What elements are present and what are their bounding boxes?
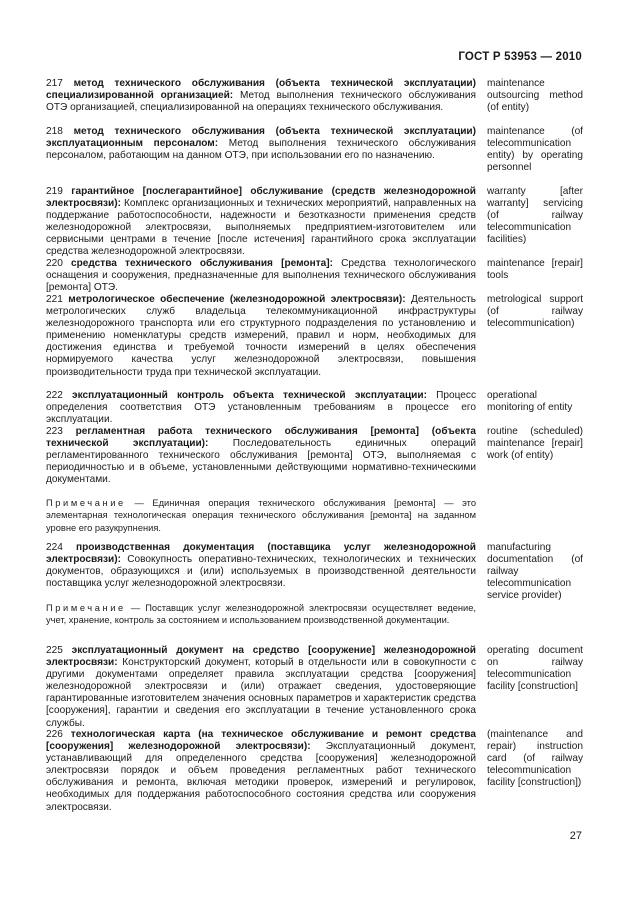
term-title: регламентная работа технического обслуживания [ремонта] (объекта технической эксплуатации): — [46, 426, 477, 450]
term-number: 217 — [46, 78, 63, 89]
term-title: эксплуатационный контроль объекта технической эксплуатации: — [72, 390, 427, 401]
english-equivalent: maintenance outsourcing method (of entity) — [487, 78, 583, 114]
term-text: Совокупность оперативно-технических, технологических и технических документов, образующихся и (или) используемых в производственной деятельности поставщика услуг железнодорожной электросвязи. — [46, 554, 476, 590]
term-title: метод технического обслуживания (объекта технической эксплуатации) эксплуатационным персоналом: — [46, 126, 476, 150]
english-equivalent: operational monitoring of entity — [487, 390, 573, 414]
term-text: Процесс определения соответствия ОТЭ установленным требованиям в процессе его эксплуатации. — [46, 390, 476, 426]
english-equivalent: manufacturing documentation (of railway telecommunication service provider) — [487, 542, 583, 602]
term-text: Эксплуатационный документ, устанавливающий для определенного средства [сооружения] железнодорожной электросвязи порядок и объем проведения регламентных работ технического обслуживания и ремонта, включая методики проверок, измерений и регулировок, необходимых для поддержания работоспособного состояния средства или сооружения электросвязи. — [46, 741, 476, 813]
term-title: технологическая карта (на техническое обслуживание и ремонт средства [сооружения] железнодорожной электросвязи): — [46, 729, 476, 753]
note-223 — [46, 497, 476, 534]
term-title: производственная документация (поставщика услуг железнодорожной электросвязи): — [46, 542, 476, 566]
term-text: Конструкторский документ, который в отдельности или в совокупности с другими документами определяет правила эксплуатации средства [сооружения] железнодорожной электросвязи и (или) отражает сведения, удостоверяющие гарантированные изготовителем значения основных параметров и характеристик средства [сооружения], гарантии и сведения его эксплуатации в течение установленного срока службы. — [46, 657, 476, 729]
note-label: Примечание — [46, 498, 126, 508]
term-definition — [46, 542, 476, 590]
term-text: Последовательность единичных операций регламентированного технического обслуживания [ремонта] ОТЭ, выполняемая с периодичностью и в объеме, установленными действующими нормативно-техническими документами. — [46, 438, 477, 486]
term-number: 223 — [46, 426, 63, 437]
term-number: 222 — [46, 390, 63, 401]
term-title: метод технического обслуживания (объекта технической эксплуатации) специализированной организацией: — [46, 78, 476, 102]
term-title: средства технического обслуживания [ремонта]: — [71, 258, 333, 269]
english-equivalent: maintenance (of telecommunication entity) by operating personnel — [487, 126, 583, 174]
term-title: гарантийное [послегарантийное] обслуживание (средств железнодорожной электросвязи): — [46, 186, 476, 210]
note-text: — Поставщик услуг железнодорожной электросвязи осуществляет ведение, учет, хранение, контроль за состоянием и использованием производственной документации. — [46, 603, 476, 626]
term-definition — [46, 186, 476, 259]
term-title: метрологическое обеспечение (железнодорожной электросвязи): — [68, 294, 406, 305]
term-title: эксплуатационный документ на средство [сооружение] железнодорожной электросвязи: — [46, 645, 476, 669]
term-definition — [46, 645, 476, 730]
term-definition — [46, 390, 476, 426]
note-224 — [46, 602, 476, 627]
term-text: Метод выполнения технического обслуживания ОТЭ организацией, специализированной на операциях технического обслуживания. — [46, 90, 476, 114]
term-text: Средства технологического оснащения и сооружения, предназначенные для выполнения технического обслуживания [ремонта] ОТЭ. — [46, 258, 476, 294]
term-number: 219 — [46, 186, 63, 197]
term-number: 220 — [46, 258, 63, 269]
page-number: 27 — [569, 830, 582, 842]
term-definition — [46, 294, 476, 379]
note-label: Примечание — [46, 603, 126, 613]
note-text: — Единичная операция технического обслуживания [ремонта] — это элементарная технологическая операция технического обслуживания [ремонта] на заданном уровне его разукрупнения. — [46, 498, 476, 533]
english-equivalent: maintenance [repair] tools — [487, 258, 583, 282]
english-equivalent: metrological support (of railway telecommunication) — [487, 294, 583, 330]
term-definition — [46, 258, 476, 294]
term-text: Комплекс организационных и технических мероприятий, направленных на поддержание работоспособности, надежности и безотказности применения средств железнодорожной электросвязи, выполняемых предприятием-изготовителем или сервисными центрами в течение [после истечения] гарантийного срока эксплуатации средства железнодорожной электросвязи. — [46, 198, 476, 258]
term-number: 218 — [46, 126, 63, 137]
term-definition — [46, 126, 476, 162]
english-equivalent: warranty [after warranty] servicing (of railway telecommunication facilities) — [487, 186, 583, 246]
english-equivalent: routine (scheduled) maintenance [repair] work (of entity) — [487, 426, 583, 462]
term-number: 224 — [46, 542, 63, 553]
term-text: Деятельность метрологических служб владельца телекоммуникационной инфраструктуры железнодорожного транспорта или его структурного подразделения по установлению и применению номенклатуры средств измерений, правил и норм, необходимых для достижения единства и требуемой точности измерений в целях обеспечения нормируемого качества услуг железнодорожной электросвязи, повышения производительности труда при технической эксплуатации. — [46, 294, 476, 378]
term-number: 221 — [46, 294, 63, 305]
term-definition — [46, 78, 476, 114]
english-equivalent: operating document on railway telecommunication facility [construction] — [487, 645, 583, 693]
term-text: Метод выполнения технического обслуживания персоналом, работающим на данном ОТЭ, при использовании его по назначению. — [46, 138, 476, 162]
term-definition — [46, 729, 476, 814]
english-equivalent: (maintenance and repair) instruction card (of railway telecommunication facility [construction]) — [487, 729, 583, 789]
term-number: 225 — [46, 645, 63, 656]
standard-header: ГОСТ Р 53953 — 2010 — [458, 51, 582, 63]
term-number: 226 — [46, 729, 63, 740]
term-definition — [46, 426, 476, 486]
